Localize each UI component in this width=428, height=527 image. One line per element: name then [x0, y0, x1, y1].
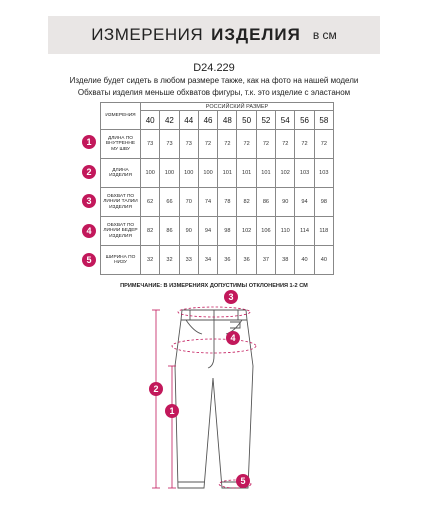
diagram-marker-inseam: 1	[165, 404, 179, 418]
measurement-value: 90	[179, 217, 198, 246]
diagram-marker-hem: 5	[236, 474, 250, 488]
measurement-value: 103	[295, 159, 314, 188]
size-table	[100, 102, 334, 275]
measurement-value: 101	[218, 159, 237, 188]
fly-seam	[208, 320, 214, 368]
measurement-value: 40	[295, 246, 314, 275]
measurement-label: ШИРИНА ПО НИЗУ	[101, 246, 141, 275]
pants-diagram	[130, 288, 290, 518]
measurement-label: ОБХВАТ ПО ЛИНИИ БЕДЕР ИЗДЕЛИЯ	[101, 217, 141, 246]
size-header-cell: 50	[237, 111, 256, 130]
size-header-cell: 42	[160, 111, 179, 130]
table-row	[101, 159, 334, 188]
measurement-value: 73	[141, 130, 160, 159]
measurement-value: 34	[198, 246, 217, 275]
measurement-value: 72	[218, 130, 237, 159]
size-header-cell: 56	[295, 111, 314, 130]
measurement-value: 100	[141, 159, 160, 188]
measurement-value: 72	[314, 130, 333, 159]
row-number-badge: 1	[82, 135, 96, 149]
table-row	[101, 188, 334, 217]
measurement-value: 32	[160, 246, 179, 275]
measurement-value: 101	[237, 159, 256, 188]
size-header-cell: 44	[179, 111, 198, 130]
measurement-value: 37	[256, 246, 275, 275]
russian-size-header: РОССИЙСКИЙ РАЗМЕР	[141, 103, 334, 111]
measurement-value: 72	[276, 130, 295, 159]
diagram-marker-hips: 4	[226, 331, 240, 345]
header-title-measurements: ИЗМЕРЕНИЯ	[91, 25, 204, 44]
header-title-item: ИЗДЕЛИЯ	[211, 25, 301, 44]
measurement-value: 70	[179, 188, 198, 217]
measurement-value: 98	[218, 217, 237, 246]
measurement-value: 73	[160, 130, 179, 159]
measurement-value: 40	[314, 246, 333, 275]
measurement-label: ОБХВАТ ПО ЛИНИИ ТАЛИИ ИЗДЕЛИЯ	[101, 188, 141, 217]
row-number-badge: 3	[82, 194, 96, 208]
measurement-value: 82	[237, 188, 256, 217]
measurement-value: 100	[160, 159, 179, 188]
measurement-value: 102	[237, 217, 256, 246]
measurement-value: 90	[276, 188, 295, 217]
measurement-value: 101	[256, 159, 275, 188]
left-pocket	[186, 320, 202, 334]
measurement-value: 94	[295, 188, 314, 217]
size-header-cell: 40	[141, 111, 160, 130]
diagram-marker-total-length: 2	[149, 382, 163, 396]
size-header-cell: 54	[276, 111, 295, 130]
tolerance-note: ПРИМЕЧАНИЕ: В ИЗМЕРЕНИЯХ ДОПУСТИМЫ ОТКЛОНЕНИЯ 1-2 СМ	[120, 283, 308, 289]
left-leg-outline	[175, 320, 213, 488]
measurement-value: 38	[276, 246, 295, 275]
measurement-value: 72	[237, 130, 256, 159]
measurement-value: 62	[141, 188, 160, 217]
measurement-label: ДЛИНА ПО ВНУТРЕННЕ МУ ШВУ	[101, 130, 141, 159]
fit-note: Изделие будет сидеть в любом размере также, как на фото на нашей модели	[69, 76, 359, 85]
elastane-note: Обхваты изделия меньше обхватов фигуры, т.к. это изделие с эластаном	[77, 88, 351, 97]
measurement-value: 100	[179, 159, 198, 188]
measurement-value: 110	[276, 217, 295, 246]
size-header-cell: 58	[314, 111, 333, 130]
measurement-value: 74	[198, 188, 217, 217]
page-header	[48, 16, 380, 54]
measurement-value: 36	[218, 246, 237, 275]
measurement-value: 98	[314, 188, 333, 217]
size-header-cell: 52	[256, 111, 275, 130]
row-number-badge: 4	[82, 224, 96, 238]
right-leg-outline	[213, 320, 253, 488]
measurement-value: 106	[256, 217, 275, 246]
row-number-badge: 2	[82, 165, 96, 179]
measurement-value: 73	[179, 130, 198, 159]
measurement-label: ДЛИНА ИЗДЕЛИЯ	[101, 159, 141, 188]
size-header-cell: 48	[218, 111, 237, 130]
measurement-value: 33	[179, 246, 198, 275]
measurement-value: 66	[160, 188, 179, 217]
measurement-value: 86	[256, 188, 275, 217]
measurement-value: 72	[295, 130, 314, 159]
measurement-value: 78	[218, 188, 237, 217]
measurement-value: 118	[314, 217, 333, 246]
diagram-marker-waist: 3	[224, 290, 238, 304]
measurement-value: 82	[141, 217, 160, 246]
row-number-badge: 5	[82, 253, 96, 267]
table-row	[101, 217, 334, 246]
article-number: D24.229	[193, 62, 235, 74]
measurement-value: 72	[256, 130, 275, 159]
measurement-value: 102	[276, 159, 295, 188]
measurement-value: 36	[237, 246, 256, 275]
measurement-value: 103	[314, 159, 333, 188]
measurement-value: 86	[160, 217, 179, 246]
size-header-cell: 46	[198, 111, 217, 130]
measurement-value: 114	[295, 217, 314, 246]
table-row	[101, 130, 334, 159]
measurement-value: 32	[141, 246, 160, 275]
corner-label: ИЗМЕРЕНИЯ	[101, 103, 141, 130]
header-units: в см	[312, 28, 337, 42]
table-row	[101, 246, 334, 275]
measurement-value: 72	[198, 130, 217, 159]
measurement-value: 94	[198, 217, 217, 246]
measurement-value: 100	[198, 159, 217, 188]
